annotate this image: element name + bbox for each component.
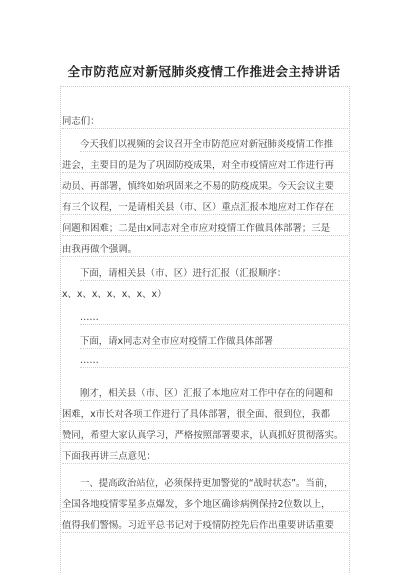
paragraph-5-line: 全国各地疫情零星多点爆发，多个地区确诊病例保持2位数以上， (62, 499, 348, 512)
ellipsis: …… (80, 355, 348, 368)
paragraph-3: 下面，请x同志对全市应对疫情工作做具体部署 (80, 336, 348, 349)
paragraph-4-line: 下面我再讲三点意见： (62, 451, 348, 464)
ellipsis: …… (80, 312, 348, 325)
paragraph-4-line: 赞同，希望大家认真学习，严格按照部署要求，认真抓好贯彻落实。 (62, 430, 348, 443)
paragraph-5-line: 一、提高政治站位，必须保持更加警觉的“战时状态”。当前， (80, 478, 348, 491)
report-order: x、x、x、x、x、x、x） (62, 289, 167, 300)
paragraph-4-line: 困难，x市长对各项工作进行了具体部署，很全面、很到位，我都 (62, 409, 348, 422)
paragraph-1-line: 有三个议程，一是请相关县（市、区）重点汇报本地应对工作存在 (62, 202, 348, 215)
paragraph-4-line: 刚才，相关县（市、区）汇报了本地应对工作中存在的问题和 (80, 388, 348, 401)
paragraph-5-line: 值得我们警惕。习近平总书记对于疫情防控先后作出重要讲话重要 (62, 520, 348, 533)
paragraph-1-line: 今天我们以视频的会议召开全市防范应对新冠肺炎疫情工作推 (80, 139, 348, 152)
salutation: 同志们： (62, 116, 348, 129)
paragraph-1-line: 动员、再部署，慎终如始巩固来之不易的防疫成果。今天会议主要 (62, 181, 348, 194)
paragraph-1-line: 由我再做个强调。 (62, 244, 348, 257)
paragraph-1-line: 进会，主要目的是为了巩固防疫成果，对全市疫情应对工作进行再 (62, 160, 348, 173)
paragraph-1-line: 问题和困难；二是由x同志对全市应对疫情工作做具体部署；三是 (62, 223, 348, 236)
paragraph-2: 下面，请相关县（市、区）进行汇报（汇报顺序： (80, 268, 348, 281)
document-title: 全市防范应对新冠肺炎疫情工作推进会主持讲话 (67, 64, 341, 79)
